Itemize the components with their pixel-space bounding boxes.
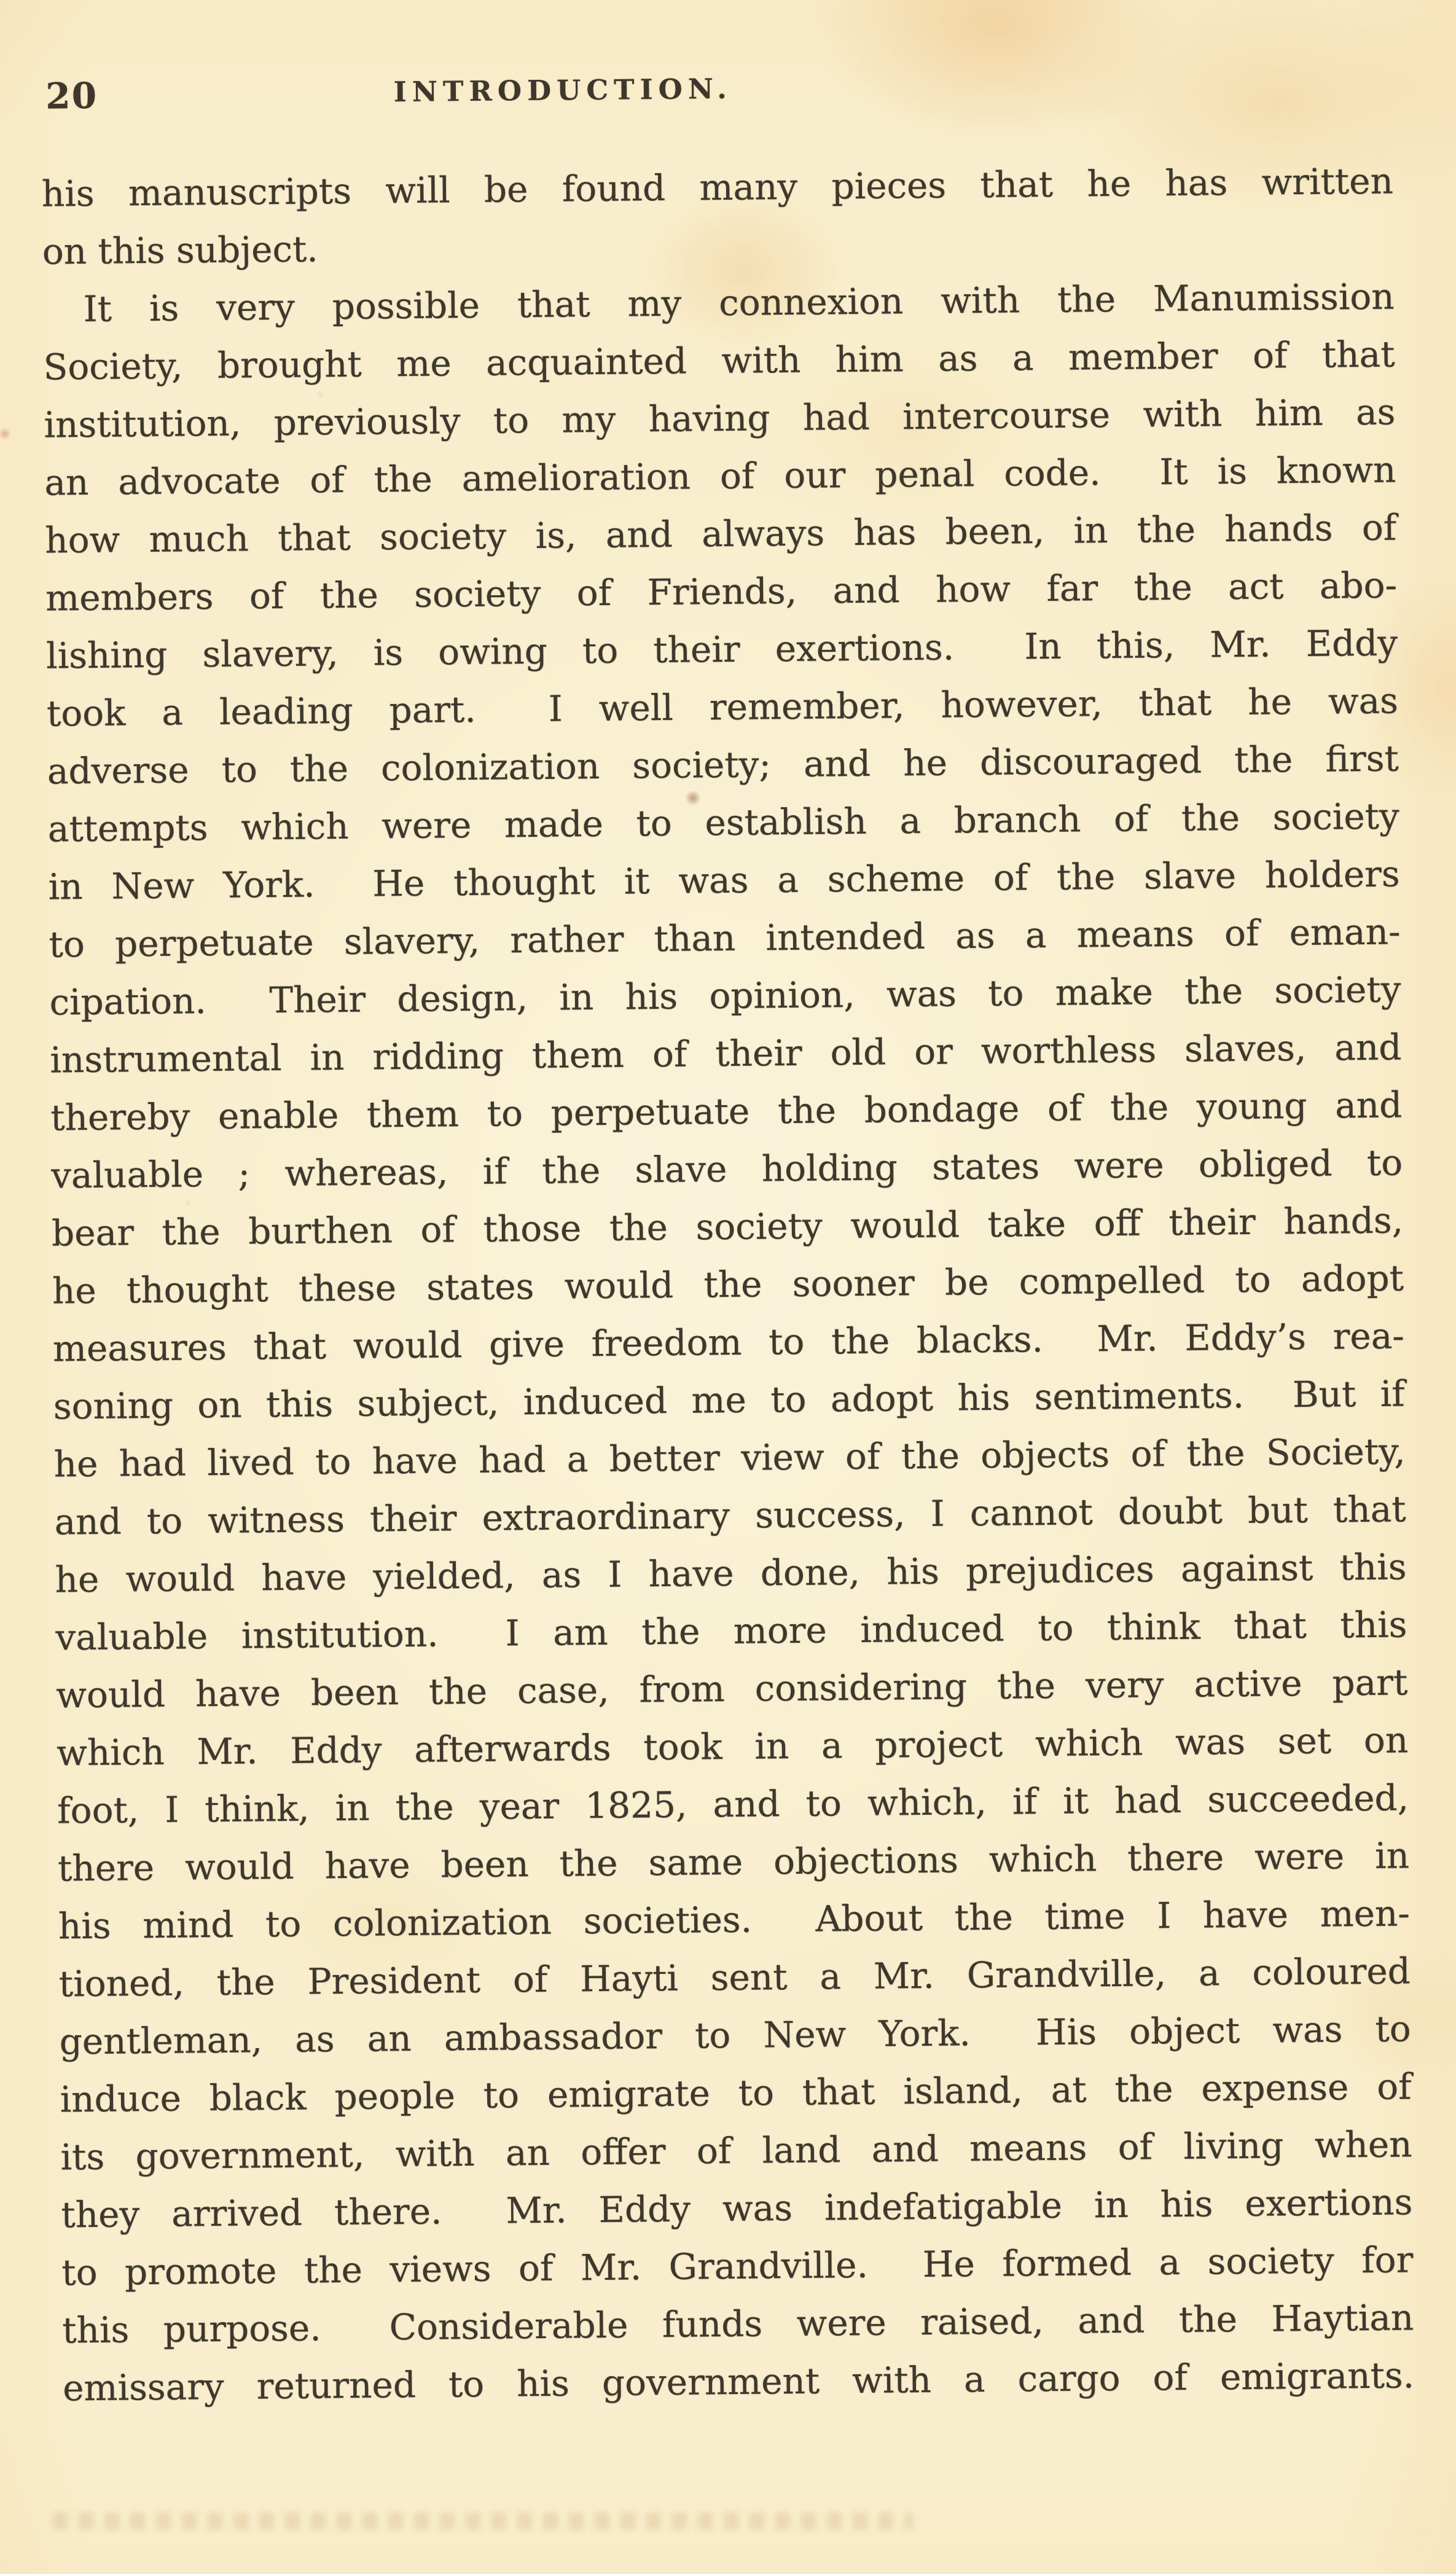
text-line: an advocate of the amelioration of our penal code. It is known [44, 448, 1396, 504]
text-line: he would have yielded, as I have done, his prejudices against this [55, 1546, 1407, 1601]
text-line: lishing slavery, is owing to their exertions. In this, Mr. Eddy [45, 622, 1398, 677]
text-line: they arrived there. Mr. Eddy was indefatigable in his exertions [61, 2181, 1413, 2236]
text-line: took a leading part. I well remember, however, that he was [46, 679, 1399, 735]
text-line: would have been the case, from considering the very active part [56, 1661, 1408, 1716]
text-line: instrumental in ridding them of their old or worthless slaves, and [50, 1026, 1402, 1081]
running-head [41, 63, 1393, 125]
text-line: he thought these states would the sooner be compelled to adopt [52, 1257, 1404, 1312]
text-line: and to witness their extraordinary success, I cannot doubt but that [54, 1488, 1406, 1543]
text-line: attempts which were made to establish a branch of the society [47, 795, 1400, 850]
text-line: It is very possible that my connexion with the Manumission [83, 275, 1395, 330]
text-line: emissary returned to his government with a cargo of emigrants. [62, 2354, 1415, 2409]
text-line: bear the burthen of those the society would take off their hands, [51, 1199, 1404, 1254]
text-line: institution, previously to my having had intercourse with him as [44, 391, 1396, 446]
text-line: thereby enable them to perpetuate the bondage of the young and [50, 1084, 1403, 1139]
text-line: valuable institution. I am the more induced to think that this [55, 1603, 1407, 1659]
text-line: to perpetuate slavery, rather than intended as a means of eman- [49, 910, 1401, 966]
text-line: how much that society is, and always has been, in the hands of [44, 506, 1397, 561]
text-line: members of the society of Friends, and how far the act abo- [45, 564, 1398, 619]
text-line: in New York. He thought it was a scheme of the slave holders [48, 853, 1400, 908]
text-line: his manuscripts will be found many pieces that he has written [41, 160, 1394, 215]
page-number: 20 [45, 74, 98, 117]
text-line: to promote the views of Mr. Grandville. He formed a society for [61, 2239, 1414, 2294]
text-line: gentleman, as an ambassador to New York. His object was to [59, 2008, 1411, 2063]
text-line: tioned, the President of Hayti sent a Mr. Grandville, a coloured [58, 1950, 1411, 2005]
running-header-title: INTRODUCTION. [393, 72, 733, 109]
text-line: soning on this subject, induced me to adopt his sentiments. But if [53, 1372, 1406, 1428]
text-line: there would have been the same objections which there were in [57, 1834, 1410, 1890]
text-line: induce black people to emigrate to that island, at the expense of [60, 2065, 1412, 2121]
text-line: Society, brought me acquainted with him as a member of that [43, 333, 1395, 388]
text-line: this purpose. Considerable funds were raised, and the Haytian [61, 2296, 1414, 2352]
text-line: valuable ; whereas, if the slave holding states were obliged to [50, 1141, 1403, 1197]
text-line: measures that would give freedom to the blacks. Mr. Eddy’s rea- [52, 1315, 1405, 1370]
text-line: which Mr. Eddy afterwards took in a project which was set on [56, 1719, 1409, 1774]
text-line: foot, I think, in the year 1825, and to which, if it had succeeded, [57, 1777, 1409, 1832]
text-line: its government, with an offer of land and means of living when [60, 2123, 1412, 2178]
text-line: he had lived to have had a better view of the objects of the Society, [53, 1430, 1406, 1485]
text-line: his mind to colonization societies. About the time I have men- [58, 1892, 1411, 1947]
text-line: adverse to the colonization society; and he discouraged the first [47, 737, 1399, 792]
text-line: on this subject. [42, 228, 318, 273]
bleedthrough-text-artifact [53, 2513, 913, 2530]
text-line: cipation. Their design, in his opinion, was to make the society [49, 968, 1401, 1023]
page-body [41, 152, 1414, 2417]
